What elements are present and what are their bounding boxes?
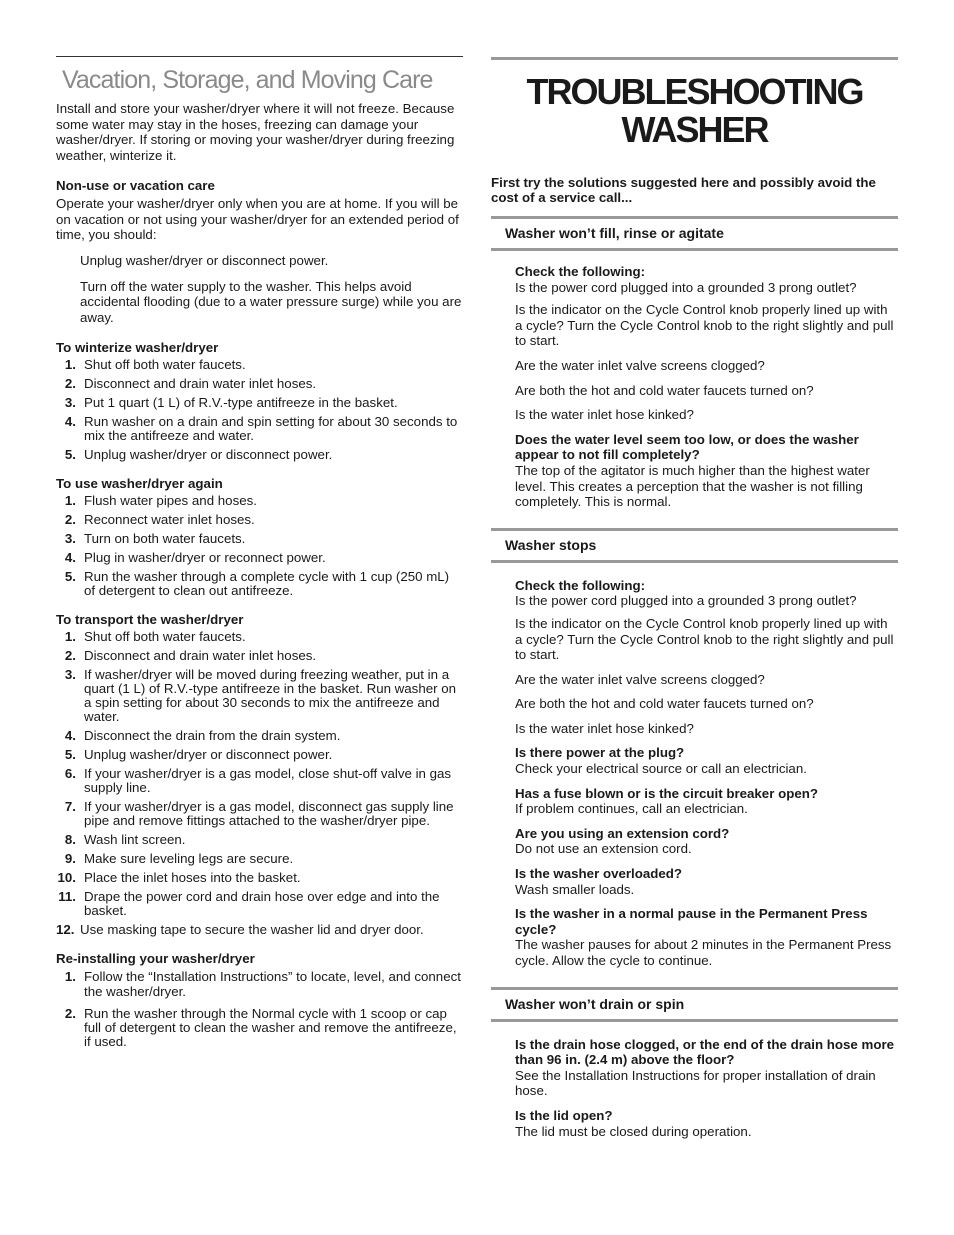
top-divider — [491, 57, 898, 60]
answer: Do not use an extension cord. — [515, 841, 692, 857]
section-heading-fill: Washer won’t fill, rinse or agitate — [491, 216, 898, 251]
list-item: 9. Make sure leveling legs are secure. — [64, 850, 294, 866]
answer: Are the water inlet valve screens clogged? — [515, 357, 765, 373]
answer: The washer pauses for about 2 minutes in the Permanent Press cycle. Allow the cycle to continue. — [515, 937, 892, 968]
reinstall-heading: Re-installing your washer/dryer — [56, 950, 255, 966]
answer: The lid must be closed during operation. — [515, 1123, 752, 1139]
page-title — [491, 73, 898, 149]
reuse-steps — [56, 494, 463, 598]
top-divider — [56, 56, 463, 57]
qa-block — [491, 1108, 898, 1139]
question: Are you using an extension cord? — [515, 825, 730, 841]
question: Is the washer in a normal pause in the Permanent Press cycle? — [515, 906, 868, 937]
list-item: 3. Turn on both water faucets. — [64, 530, 246, 546]
nonuse-heading: Non-use or vacation care — [56, 177, 215, 193]
list-item: 3. If washer/dryer will be moved during freezing weather, put in a quart (1 L) of R.V.-type antifreeze in the basket. Run washer on a spin setting for about 30 seconds to mix the antifreeze and water. — [64, 666, 457, 724]
vacation-care-column — [56, 56, 463, 1054]
list-item: 11. Drape the power cord and drain hose over edge and into the basket. — [58, 888, 440, 918]
list-item: 2. Disconnect and drain water inlet hoses. — [64, 375, 317, 391]
list-item: 4. Run washer on a drain and spin setting for about 30 seconds to mix the antifreeze and water. — [64, 413, 458, 443]
transport-heading: To transport the washer/dryer — [56, 611, 244, 627]
answer: Check your electrical source or call an electrician. — [515, 761, 807, 777]
answer: Is the indicator on the Cycle Control knob properly lined up with a cycle? Turn the Cycle Control knob to the right slightly and pull to start. — [515, 615, 894, 663]
nonuse-text: Operate your washer/dryer only when you are at home. If you will be on vacation or not using your washer/dryer for an extended period of time, you should: — [56, 195, 459, 243]
answer: Is the water inlet hose kinked? — [515, 407, 694, 423]
qa-block — [491, 826, 898, 857]
list-item: 1. Shut off both water faucets. — [64, 356, 246, 372]
section-heading-drain: Washer won’t drain or spin — [491, 987, 898, 1022]
answer: Wash smaller loads. — [515, 881, 635, 897]
answer: Is the water inlet hose kinked? — [515, 720, 694, 736]
section-heading-stops: Washer stops — [491, 528, 898, 563]
list-item: 2. Disconnect and drain water inlet hoses. — [64, 647, 317, 663]
winterize-heading: To winterize washer/dryer — [56, 339, 219, 355]
answer: Are both the hot and cold water faucets turned on? — [515, 696, 814, 712]
reuse-heading: To use washer/dryer again — [56, 475, 223, 491]
list-item: 12. Use masking tape to secure the washer lid and dryer door. — [56, 921, 424, 937]
question: Check the following: — [515, 577, 646, 593]
qa-block — [491, 745, 898, 776]
reinstall-steps — [56, 969, 463, 1049]
list-item: 8. Wash lint screen. — [64, 831, 186, 847]
list-item: 5. Unplug washer/dryer or disconnect power. — [64, 446, 333, 462]
list-item: 1. Shut off both water faucets. — [64, 628, 246, 644]
list-item: 1. Follow the “Installation Instructions” to locate, level, and connect the washer/dryer. — [64, 968, 461, 999]
qa-block — [491, 866, 898, 897]
list-item: 2. Reconnect water inlet hoses. — [64, 511, 255, 527]
answer: Are both the hot and cold water faucets turned on? — [515, 382, 814, 398]
list-item: 3. Put 1 quart (1 L) of R.V.-type antifreeze in the basket. — [64, 394, 398, 410]
question: Is the drain hose clogged, or the end of the drain hose more than 96 in. (2.4 m) above the floor? — [515, 1036, 895, 1068]
answer: See the Installation Instructions for proper installation of drain hose. — [515, 1067, 876, 1099]
question: Is there power at the plug? — [515, 745, 685, 761]
question: Is the washer overloaded? — [515, 866, 683, 882]
list-item: 4. Disconnect the drain from the drain system. — [64, 727, 341, 743]
transport-steps — [56, 630, 463, 937]
answer: Are the water inlet valve screens clogged? — [515, 671, 765, 687]
title-line: WASHER — [621, 109, 768, 150]
troubleshooting-column — [491, 57, 898, 1148]
winterize-steps — [56, 358, 463, 462]
list-item: 6. If your washer/dryer is a gas model, close shut-off valve in gas supply line. — [64, 765, 452, 795]
list-item: 5. Run the washer through a complete cycle with 1 cup (250 mL) of detergent to clean out antifreeze. — [64, 568, 450, 598]
question: Does the water level seem too low, or does the washer appear to not fill completely? — [515, 431, 859, 463]
list-item: 5. Unplug washer/dryer or disconnect power. — [64, 746, 333, 762]
qa-block — [491, 432, 898, 510]
question: Is the lid open? — [515, 1107, 613, 1123]
nonuse-item: Unplug washer/dryer or disconnect power. — [80, 252, 329, 268]
title-line: TROUBLESHOOTING — [526, 71, 863, 112]
qa-block — [491, 578, 898, 609]
answer: The top of the agitator is much higher than the highest water level. This creates a perception that the washer is not filling completely. This is normal. — [515, 462, 870, 510]
nonuse-item: Turn off the water supply to the washer. This helps avoid accidental flooding (due to a water pressure surge) while you are away. — [80, 278, 462, 326]
list-item: 2. Run the washer through the Normal cycle with 1 scoop or cap full of detergent to clean the washer and remove the antifreeze, if used. — [64, 1005, 457, 1049]
qa-block — [491, 1037, 898, 1099]
troubleshooting-intro: First try the solutions suggested here and possibly avoid the cost of a service call... — [491, 175, 876, 205]
question: Has a fuse blown or is the circuit breaker open? — [515, 785, 818, 801]
list-item: 10. Place the inlet hoses into the basket. — [57, 869, 301, 885]
list-item: 4. Plug in washer/dryer or reconnect power. — [64, 549, 326, 565]
answer: Is the power cord plugged into a grounded 3 prong outlet? — [515, 279, 857, 295]
question: Check the following: — [515, 264, 646, 279]
answer: If problem continues, call an electrician. — [515, 801, 748, 817]
list-item: 1. Flush water pipes and hoses. — [64, 492, 257, 508]
qa-block — [491, 264, 898, 295]
answer: Is the power cord plugged into a grounded 3 prong outlet? — [515, 593, 857, 609]
qa-block — [491, 786, 898, 817]
answer: Is the indicator on the Cycle Control knob properly lined up with a cycle? Turn the Cycle Control knob to the right slightly and pull to start. — [515, 302, 894, 349]
vacation-intro: Install and store your washer/dryer where it will not freeze. Because some water may stay in the hoses, freezing can damage your washer/dryer. If storing or moving your washer/dryer during freezing weather, winterize it. — [56, 101, 455, 164]
qa-block — [491, 906, 898, 968]
list-item: 7. If your washer/dryer is a gas model, disconnect gas supply line pipe and remove fittings attached to the washer/dryer pipe. — [64, 798, 454, 828]
vacation-section-title: Vacation, Storage, and Moving Care — [62, 66, 433, 94]
